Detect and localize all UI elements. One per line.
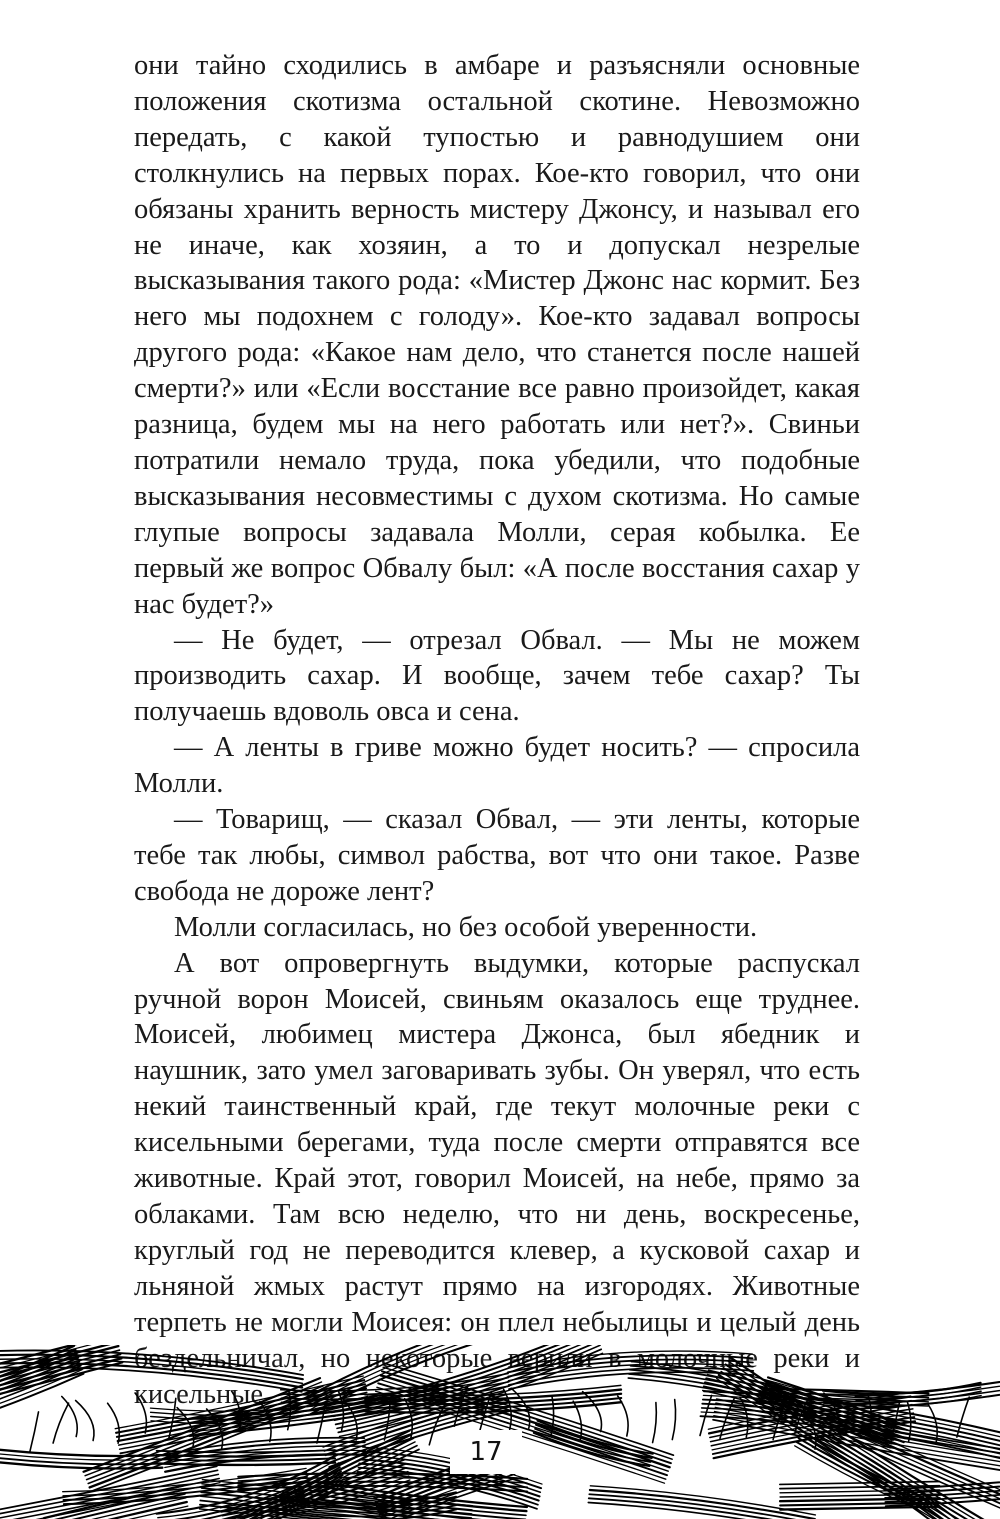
page-number: 17 [450,1430,522,1474]
paragraph-dialogue-2: — А ленты в гриве можно будет носить? — спросила Молли. [134,732,860,800]
paragraph-dialogue-1: — Не будет, — отрезал Обвал. — Мы не можем производить сахар. И вообще, зачем тебе сахар? Ты получаешь вдоволь овса и сена. [134,624,860,728]
paragraph-dialogue-3: — Товарищ, — сказал Обвал, — эти ленты, которые тебе так любы, символ рабства, вот что они такое. Разве свобода не дороже лент? [134,804,860,907]
paragraph-moses: А вот опровергнуть выдумки, которые распускал ручной ворон Моисей, свиньям оказалось еще труднее. Моисей, любимец мистера Джонса, был ябедник и наушник, зато умел заговаривать зубы. Он уверял, что есть некий таинственный край, где текут молочные реки с кисельными берегами, туда после смерти отправятся все животные. Край этот, говорил Моисей, на небе, прямо за облаками. Там всю неделю, что ни день, воскресенье, круглый год не переводится клевер, а кусковой сахар и льняной жмых растут прямо на изгородях. Животные терпеть не могли Моисея: он плел небылицы и целый день бездельничал, но некоторые верили в молочные реки и кисельные [134,947,860,1410]
page-text [134,48,860,1412]
paragraph-molly: Молли согласилась, но без особой уверенности. [174,911,758,943]
paragraph-continuation: они тайно сходились в амбаре и разъясняли основные положения скотизма остальной скотине. Невозможно передать, с какой тупостью и равнодушием они столкнулись на первых порах. Кое-кто говорил, что они обязаны хранить верность мистеру Джонсу, и называл его не иначе, как хозяин, а то и допускал незрелые высказывания такого рода: «Мистер Джонс нас кормит. Без него мы подохнем с голоду». Кое-кто задавал вопросы другого рода: «Какое нам дело, что станется после нашей смерти?» или «Если восстание все равно произойдет, какая разница, будем мы на него работать или нет?». Свиньи потратили немало труда, пока убедили, что подобные высказывания несовместимы с духом скотизма. Но самые глупые вопросы задавала Молли, серая кобылка. Ее первый же вопрос Обвалу был: «А после восстания сахар у нас будет?» [134,50,860,620]
